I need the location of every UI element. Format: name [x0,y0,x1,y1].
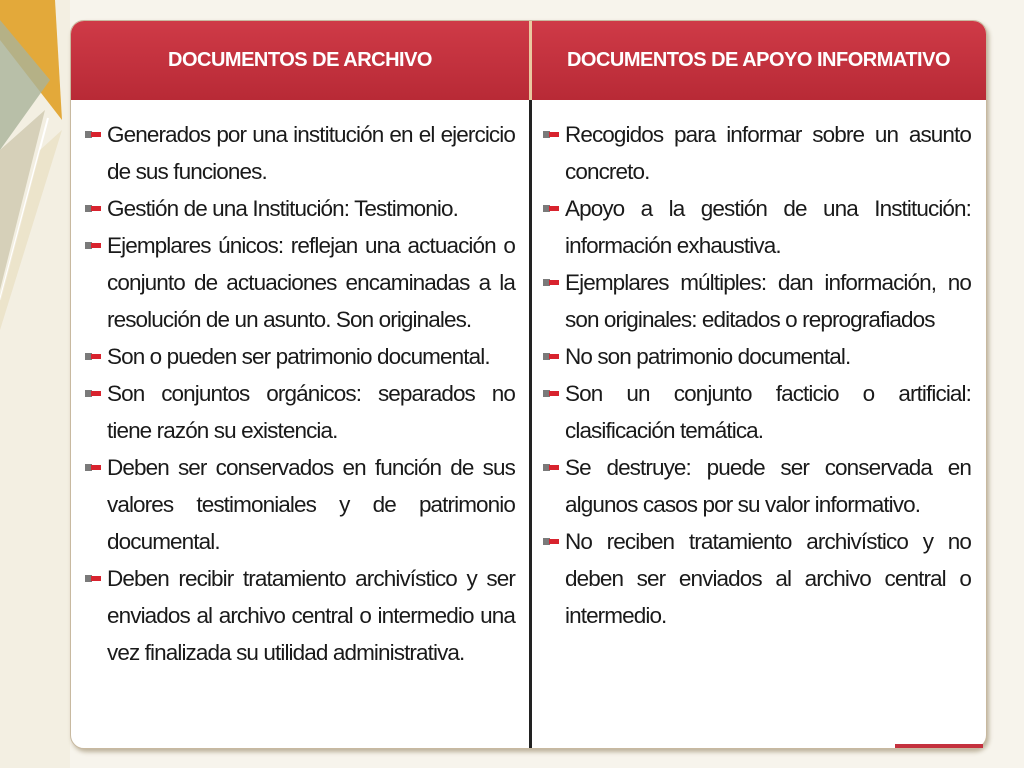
bullet-icon [543,390,559,397]
list-item: Deben recibir tratamiento archivístico y ser enviados al archivo central o intermedio una vez finalizada su utilidad administrativa. [85,560,515,671]
bullet-icon [85,353,101,360]
list-item: Ejemplares únicos: reflejan una actuación o conjunto de actuaciones encaminadas a la resolución de un asunto. Son originales. [85,227,515,338]
column-apoyo-informativo [543,100,971,748]
bullet-icon [543,538,559,545]
list-item: Son un conjunto facticio o artificial: clasificación temática. [543,375,971,449]
bullet-icon [543,205,559,212]
list-item: Son o pueden ser patrimonio documental. [85,338,515,375]
column-archivo [85,100,515,748]
list-item: Apoyo a la gestión de una Institución: información exhaustiva. [543,190,971,264]
bullet-icon [543,279,559,286]
list-item: Se destruye: puede ser conservada en algunos casos por su valor informativo. [543,449,971,523]
bullet-icon [85,575,101,582]
header-apoyo-informativo: DOCUMENTOS DE APOYO INFORMATIVO [566,49,951,71]
list-item: Generados por una institución en el ejercicio de sus funciones. [85,116,515,190]
bullet-icon [85,390,101,397]
list-item: Deben ser conservados en función de sus valores testimoniales y de patrimonio documental. [85,449,515,560]
bottom-accent-bar [895,744,983,748]
header-archivo: DOCUMENTOS DE ARCHIVO [168,49,432,71]
comparison-table [70,20,987,749]
bullet-icon [85,464,101,471]
list-item: Recogidos para informar sobre un asunto concreto. [543,116,971,190]
header-divider [529,21,532,100]
list-item: Son conjuntos orgánicos: separados no tiene razón su existencia. [85,375,515,449]
bullet-icon [85,131,101,138]
bullet-icon [543,464,559,471]
bullet-icon [85,242,101,249]
list-item: Gestión de una Institución: Testimonio. [85,190,515,227]
bullet-icon [543,353,559,360]
list-item: No reciben tratamiento archivístico y no deben ser enviados al archivo central o intermedio. [543,523,971,634]
list-item: No son patrimonio documental. [543,338,971,375]
decorative-side-graphic [0,0,70,768]
bullet-icon [543,131,559,138]
column-divider [529,21,532,748]
list-item: Ejemplares múltiples: dan información, no son originales: editados o reprografiados [543,264,971,338]
bullet-icon [85,205,101,212]
